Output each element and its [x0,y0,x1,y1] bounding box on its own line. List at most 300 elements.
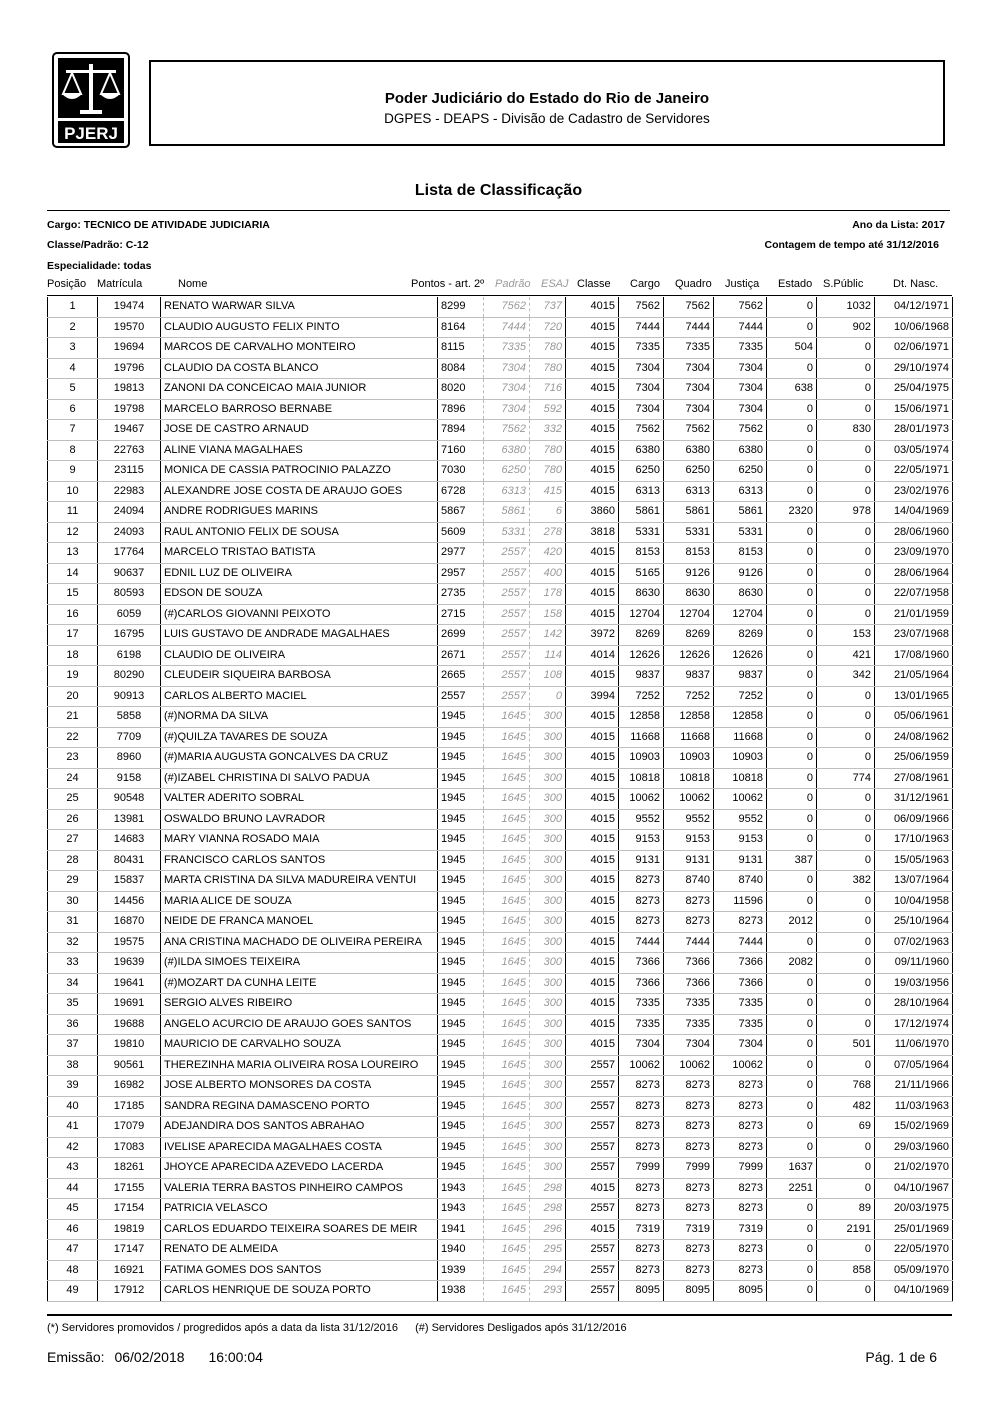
cell-spublic: 0 [817,707,875,728]
cell-classe: 2557 [566,1137,619,1158]
table-row [48,1158,953,1179]
cell-padrao: 6313 [484,481,530,502]
cell-matricula: 17083 [98,1137,161,1158]
col-pontos: Pontos - art. 2º [411,278,485,290]
cell-matricula: 18261 [98,1158,161,1179]
cell-estado: 0 [767,932,817,953]
cell-cargo: 7319 [619,1219,664,1240]
cell-pontos: 1945 [438,1076,484,1097]
cell-matricula: 80593 [98,584,161,605]
cell-pontos: 1945 [438,891,484,912]
cell-justica: 6380 [714,440,767,461]
cell-pontos: 7896 [438,399,484,420]
cell-nome: SANDRA REGINA DAMASCENO PORTO [161,1096,438,1117]
cell-justica: 9131 [714,850,767,871]
col-padrao: Padrão [495,278,531,290]
cell-dtnasc: 10/04/1958 [875,891,953,912]
cell-cargo: 7304 [619,1035,664,1056]
cell-estado: 0 [767,891,817,912]
cell-padrao: 1645 [484,1178,530,1199]
cell-quadro: 10062 [664,1055,714,1076]
cell-matricula: 19694 [98,338,161,359]
cell-matricula: 19813 [98,379,161,400]
cell-classe: 4015 [566,871,619,892]
cell-padrao: 1645 [484,1158,530,1179]
cell-spublic: 858 [817,1260,875,1281]
cell-quadro: 8273 [664,1260,714,1281]
table-row [48,789,953,810]
cell-justica: 8273 [714,1178,767,1199]
cell-padrao: 1645 [484,748,530,769]
cell-dtnasc: 25/01/1969 [875,1219,953,1240]
cell-estado: 0 [767,1260,817,1281]
cell-justica: 8269 [714,625,767,646]
cell-padrao: 1645 [484,1035,530,1056]
cell-esaj: 300 [530,953,566,974]
cell-quadro: 9153 [664,830,714,851]
cell-classe: 4015 [566,912,619,933]
cell-posicao: 39 [48,1076,98,1097]
cell-quadro: 7366 [664,973,714,994]
cell-padrao: 1645 [484,994,530,1015]
cell-justica: 12858 [714,707,767,728]
cell-justica: 8273 [714,1076,767,1097]
table-row [48,297,953,317]
cell-justica: 8153 [714,543,767,564]
cell-quadro: 8273 [664,1096,714,1117]
cell-posicao: 35 [48,994,98,1015]
cell-pontos: 1945 [438,1035,484,1056]
cell-nome: VALERIA TERRA BASTOS PINHEIRO CAMPOS [161,1178,438,1199]
cell-classe: 4014 [566,645,619,666]
footer-divider [47,1314,952,1316]
cell-quadro: 6313 [664,481,714,502]
cell-classe: 2557 [566,1240,619,1261]
cell-posicao: 22 [48,727,98,748]
cell-classe: 2557 [566,1281,619,1302]
cell-spublic: 0 [817,1240,875,1261]
table-row [48,953,953,974]
cell-esaj: 300 [530,1055,566,1076]
col-classe: Classe [577,278,611,290]
cell-dtnasc: 10/06/1968 [875,317,953,338]
cell-pontos: 1943 [438,1178,484,1199]
cell-estado: 0 [767,871,817,892]
cell-pontos: 2715 [438,604,484,625]
cell-padrao: 1645 [484,809,530,830]
cell-matricula: 19570 [98,317,161,338]
cell-dtnasc: 04/10/1967 [875,1178,953,1199]
cell-cargo: 8630 [619,584,664,605]
cell-posicao: 33 [48,953,98,974]
cell-spublic: 0 [817,789,875,810]
cell-cargo: 12858 [619,707,664,728]
cell-spublic: 421 [817,645,875,666]
cell-spublic: 153 [817,625,875,646]
cell-nome: ANDRE RODRIGUES MARINS [161,502,438,523]
cell-spublic: 774 [817,768,875,789]
cell-esaj: 298 [530,1178,566,1199]
cell-classe: 4015 [566,748,619,769]
cell-nome: ALINE VIANA MAGALHAES [161,440,438,461]
table-row [48,912,953,933]
cell-esaj: 300 [530,748,566,769]
cell-spublic: 2191 [817,1219,875,1240]
cell-spublic: 89 [817,1199,875,1220]
cell-posicao: 21 [48,707,98,728]
cell-padrao: 1645 [484,830,530,851]
cell-justica: 7304 [714,1035,767,1056]
cell-cargo: 7335 [619,338,664,359]
cell-quadro: 8273 [664,1240,714,1261]
cell-dtnasc: 21/01/1959 [875,604,953,625]
cell-quadro: 10062 [664,789,714,810]
cell-padrao: 1645 [484,1014,530,1035]
cell-justica: 8273 [714,1240,767,1261]
cell-dtnasc: 21/02/1970 [875,1158,953,1179]
cell-spublic: 0 [817,748,875,769]
cell-nome: ADEJANDIRA DOS SANTOS ABRAHAO [161,1117,438,1138]
col-esaj: ESAJ [541,278,569,290]
cell-esaj: 6 [530,502,566,523]
cell-classe: 4015 [566,543,619,564]
cell-posicao: 9 [48,461,98,482]
cell-dtnasc: 28/01/1973 [875,420,953,441]
cell-posicao: 32 [48,932,98,953]
cell-pontos: 8299 [438,297,484,317]
cell-matricula: 17155 [98,1178,161,1199]
cell-classe: 4015 [566,440,619,461]
cell-dtnasc: 21/11/1966 [875,1076,953,1097]
cell-spublic: 0 [817,379,875,400]
cell-dtnasc: 09/11/1960 [875,953,953,974]
cell-pontos: 1945 [438,809,484,830]
cell-dtnasc: 15/06/1971 [875,399,953,420]
cell-matricula: 19688 [98,1014,161,1035]
cell-cargo: 7366 [619,953,664,974]
cell-padrao: 1645 [484,932,530,953]
cell-spublic: 0 [817,338,875,359]
cell-estado: 2320 [767,502,817,523]
classification-table [47,297,953,1302]
cell-pontos: 1945 [438,1055,484,1076]
meta-especialidade: Especialidade: todas [47,260,152,272]
cell-quadro: 8273 [664,1076,714,1097]
cell-justica: 8273 [714,1199,767,1220]
cell-quadro: 12626 [664,645,714,666]
cell-classe: 4015 [566,707,619,728]
table-row [48,625,953,646]
cell-dtnasc: 06/09/1966 [875,809,953,830]
cell-quadro: 8273 [664,1199,714,1220]
cell-justica: 7304 [714,399,767,420]
cell-cargo: 9552 [619,809,664,830]
cell-justica: 7562 [714,420,767,441]
cell-cargo: 8273 [619,1076,664,1097]
cell-cargo: 5861 [619,502,664,523]
cell-posicao: 38 [48,1055,98,1076]
cell-pontos: 1945 [438,1096,484,1117]
cell-nome: (#)NORMA DA SILVA [161,707,438,728]
cell-esaj: 300 [530,994,566,1015]
cell-matricula: 17154 [98,1199,161,1220]
cell-classe: 2557 [566,1055,619,1076]
cell-padrao: 7335 [484,338,530,359]
cell-nome: THEREZINHA MARIA OLIVEIRA ROSA LOUREIRO [161,1055,438,1076]
cell-pontos: 2557 [438,686,484,707]
cell-matricula: 24093 [98,522,161,543]
cell-cargo: 6313 [619,481,664,502]
cell-padrao: 1645 [484,953,530,974]
cell-nome: FRANCISCO CARLOS SANTOS [161,850,438,871]
cell-cargo: 10062 [619,1055,664,1076]
cell-classe: 4015 [566,563,619,584]
cell-spublic: 0 [817,830,875,851]
cell-nome: CARLOS EDUARDO TEIXEIRA SOARES DE MEIR [161,1219,438,1240]
cell-esaj: 592 [530,399,566,420]
cell-nome: MAURICIO DE CARVALHO SOUZA [161,1035,438,1056]
cell-classe: 4015 [566,358,619,379]
cell-dtnasc: 05/06/1961 [875,707,953,728]
cell-classe: 2557 [566,1096,619,1117]
header-box [149,60,945,146]
cell-pontos: 1941 [438,1219,484,1240]
cell-posicao: 47 [48,1240,98,1261]
cell-posicao: 27 [48,830,98,851]
cell-esaj: 300 [530,850,566,871]
cell-padrao: 1645 [484,912,530,933]
cell-cargo: 12704 [619,604,664,625]
cell-padrao: 2557 [484,666,530,687]
cell-posicao: 45 [48,1199,98,1220]
cell-cargo: 7335 [619,994,664,1015]
cell-dtnasc: 02/06/1971 [875,338,953,359]
cell-padrao: 1645 [484,727,530,748]
cell-dtnasc: 28/06/1964 [875,563,953,584]
cell-padrao: 1645 [484,1096,530,1117]
cell-quadro: 8630 [664,584,714,605]
cell-quadro: 8273 [664,1137,714,1158]
cell-nome: NEIDE DE FRANCA MANOEL [161,912,438,933]
cell-classe: 4015 [566,953,619,974]
cell-spublic: 0 [817,358,875,379]
cell-pontos: 2671 [438,645,484,666]
cell-quadro: 6380 [664,440,714,461]
cell-justica: 7335 [714,1014,767,1035]
cell-quadro: 8740 [664,871,714,892]
cell-posicao: 48 [48,1260,98,1281]
org-title: Poder Judiciário do Estado do Rio de Janeiro [384,90,710,107]
col-estado: Estado [778,278,813,290]
cell-classe: 4015 [566,297,619,317]
cell-pontos: 5609 [438,522,484,543]
cell-nome: MONICA DE CASSIA PATROCINIO PALAZZO [161,461,438,482]
cell-esaj: 415 [530,481,566,502]
cell-esaj: 400 [530,563,566,584]
cell-nome: CLAUDIO DA COSTA BLANCO [161,358,438,379]
cell-cargo: 6380 [619,440,664,461]
cell-spublic: 902 [817,317,875,338]
cell-cargo: 5331 [619,522,664,543]
cell-esaj: 716 [530,379,566,400]
cell-classe: 4015 [566,1178,619,1199]
cell-posicao: 41 [48,1117,98,1138]
cell-padrao: 1645 [484,871,530,892]
cell-quadro: 7335 [664,1014,714,1035]
cell-estado: 0 [767,522,817,543]
cell-estado: 0 [767,1035,817,1056]
cell-estado: 0 [767,727,817,748]
cell-matricula: 19641 [98,973,161,994]
cell-esaj: 332 [530,420,566,441]
cell-estado: 1637 [767,1158,817,1179]
cell-cargo: 8273 [619,1117,664,1138]
cell-matricula: 15837 [98,871,161,892]
cell-nome: ZANONI DA CONCEICAO MAIA JUNIOR [161,379,438,400]
cell-padrao: 6250 [484,461,530,482]
col-quadro: Quadro [675,278,712,290]
cell-pontos: 1945 [438,994,484,1015]
cell-classe: 4015 [566,338,619,359]
col-justica: Justiça [725,278,760,290]
table-row [48,522,953,543]
cell-spublic: 0 [817,1178,875,1199]
cell-classe: 4015 [566,891,619,912]
cell-quadro: 7252 [664,686,714,707]
cell-estado: 0 [767,399,817,420]
org-subtitle: DGPES - DEAPS - Divisão de Cadastro de Servidores [384,111,710,126]
cell-justica: 7999 [714,1158,767,1179]
cell-estado: 0 [767,748,817,769]
cell-estado: 0 [767,1117,817,1138]
cell-esaj: 295 [530,1240,566,1261]
cell-esaj: 293 [530,1281,566,1302]
emission-label: Emissão: [47,1349,105,1365]
cell-cargo: 7366 [619,973,664,994]
cell-spublic: 0 [817,604,875,625]
cell-dtnasc: 11/03/1963 [875,1096,953,1117]
cell-pontos: 5867 [438,502,484,523]
cell-cargo: 8273 [619,871,664,892]
cell-classe: 4015 [566,461,619,482]
cell-justica: 9126 [714,563,767,584]
cell-esaj: 737 [530,297,566,317]
logo-text: PJERJ [64,124,118,143]
cell-posicao: 49 [48,1281,98,1302]
meta-contagem: Contagem de tempo até 31/12/2016 [764,239,939,251]
cell-matricula: 19639 [98,953,161,974]
emission-date: 06/02/2018 [114,1349,185,1365]
cell-dtnasc: 24/08/1962 [875,727,953,748]
cell-classe: 4015 [566,932,619,953]
cell-posicao: 29 [48,871,98,892]
table-row [48,338,953,359]
cell-quadro: 8273 [664,1178,714,1199]
cell-cargo: 8153 [619,543,664,564]
cell-classe: 4015 [566,481,619,502]
cell-pontos: 1945 [438,1137,484,1158]
cell-quadro: 9126 [664,563,714,584]
cell-esaj: 300 [530,1035,566,1056]
cell-posicao: 12 [48,522,98,543]
cell-esaj: 300 [530,1076,566,1097]
cell-cargo: 9131 [619,850,664,871]
cell-posicao: 34 [48,973,98,994]
cell-classe: 4015 [566,604,619,625]
cell-justica: 12704 [714,604,767,625]
table-row [48,1178,953,1199]
cell-padrao: 7304 [484,399,530,420]
cell-cargo: 8273 [619,1178,664,1199]
cell-cargo: 9153 [619,830,664,851]
cell-pontos: 1940 [438,1240,484,1261]
cell-esaj: 780 [530,461,566,482]
table-row [48,563,953,584]
cell-estado: 0 [767,973,817,994]
cell-padrao: 1645 [484,1281,530,1302]
cell-justica: 5861 [714,502,767,523]
meta-cargo: Cargo: TECNICO DE ATIVIDADE JUDICIARIA [47,219,270,231]
cell-classe: 3972 [566,625,619,646]
cell-spublic: 0 [817,543,875,564]
cell-cargo: 7304 [619,358,664,379]
cell-quadro: 7319 [664,1219,714,1240]
cell-justica: 9837 [714,666,767,687]
cell-spublic: 0 [817,1014,875,1035]
cell-classe: 4015 [566,399,619,420]
cell-justica: 7335 [714,338,767,359]
cell-estado: 0 [767,317,817,338]
cell-justica: 8273 [714,1260,767,1281]
cell-cargo: 7562 [619,420,664,441]
cell-estado: 0 [767,994,817,1015]
cell-padrao: 5861 [484,502,530,523]
cell-esaj: 300 [530,1117,566,1138]
cell-esaj: 780 [530,358,566,379]
table-row [48,543,953,564]
cell-padrao: 6380 [484,440,530,461]
table-row [48,727,953,748]
cell-dtnasc: 25/10/1964 [875,912,953,933]
cell-nome: ALEXANDRE JOSE COSTA DE ARAUJO GOES [161,481,438,502]
cell-esaj: 300 [530,789,566,810]
cell-nome: ANA CRISTINA MACHADO DE OLIVEIRA PEREIRA [161,932,438,953]
cell-quadro: 8095 [664,1281,714,1302]
cell-padrao: 2557 [484,645,530,666]
cell-estado: 0 [767,809,817,830]
cell-classe: 4015 [566,994,619,1015]
meta-classe: Classe/Padrão: C-12 [47,239,149,251]
table-row [48,645,953,666]
cell-quadro: 10903 [664,748,714,769]
cell-dtnasc: 22/05/1970 [875,1240,953,1261]
cell-dtnasc: 17/10/1963 [875,830,953,851]
cell-estado: 0 [767,1281,817,1302]
cell-padrao: 1645 [484,789,530,810]
cell-padrao: 1645 [484,1076,530,1097]
cell-nome: (#)QUILZA TAVARES DE SOUZA [161,727,438,748]
list-title: Lista de Classificação [414,182,583,199]
cell-dtnasc: 17/12/1974 [875,1014,953,1035]
cell-matricula: 14683 [98,830,161,851]
cell-dtnasc: 28/06/1960 [875,522,953,543]
cell-spublic: 0 [817,727,875,748]
cell-classe: 4015 [566,973,619,994]
table-row [48,809,953,830]
cell-nome: JOSE ALBERTO MONSORES DA COSTA [161,1076,438,1097]
cell-cargo: 6250 [619,461,664,482]
cell-dtnasc: 22/05/1971 [875,461,953,482]
